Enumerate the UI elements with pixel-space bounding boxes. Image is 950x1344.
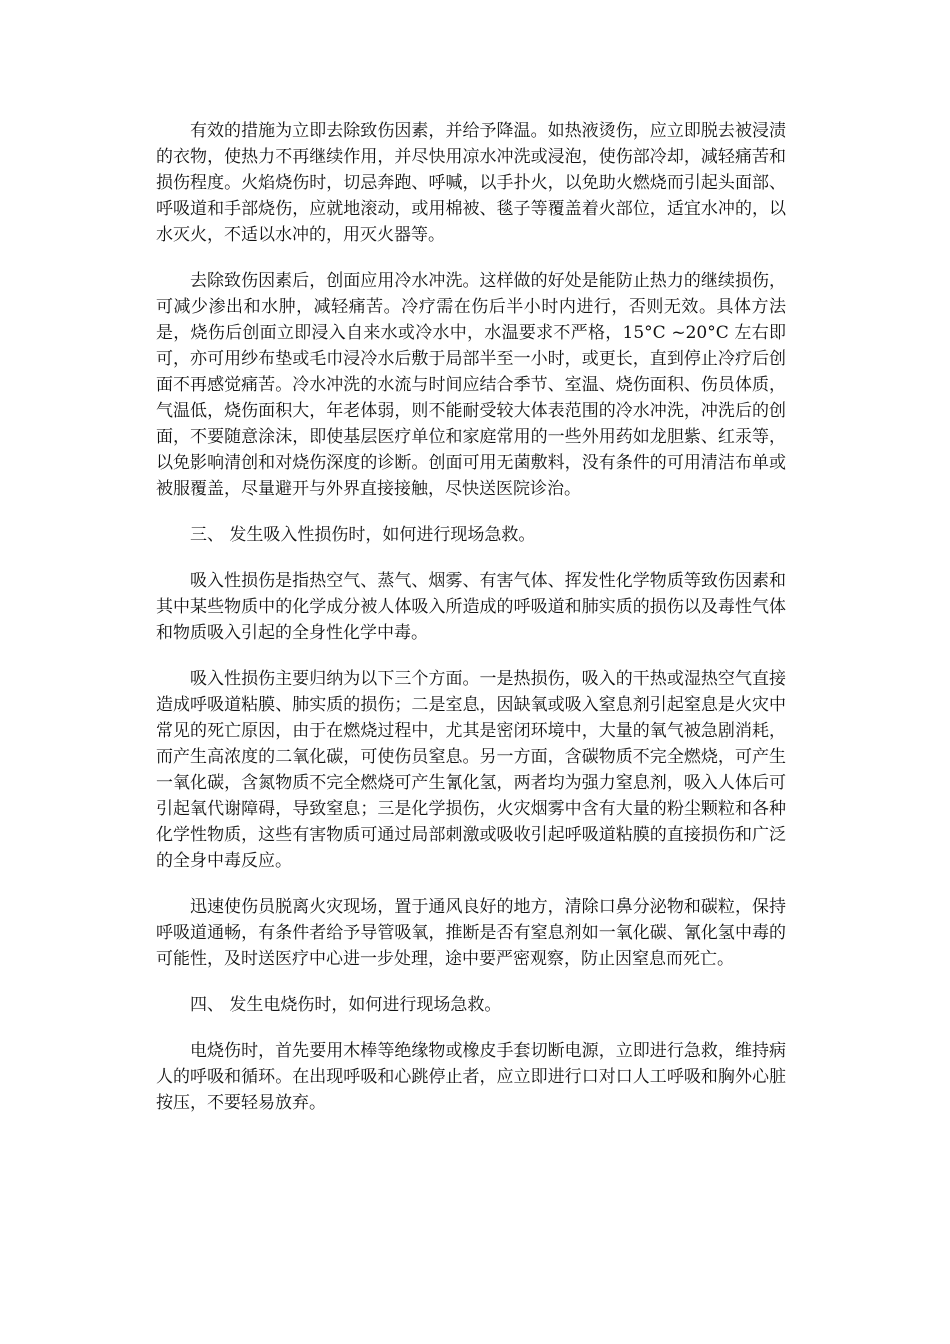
paragraph-inhalation-definition: 吸入性损伤是指热空气、蒸气、烟雾、有害气体、挥发性化学物质等致伤因素和其中某些物质中的化学成分被人体吸入所造成的呼吸道和肺实质的损伤以及毒性气体和物质吸入引起的全身性化学中毒。	[156, 571, 786, 643]
paragraph-inhalation-first-aid: 迅速使伤员脱离火灾现场，置于通风良好的地方，清除口鼻分泌物和碳粒，保持呼吸道通畅，有条件者给予导管吸氧，推断是否有窒息剂如一氧化碳、氰化氢中毒的可能性，及时送医疗中心进一步处理，途中要严密观察，防止因窒息而死亡。	[156, 897, 786, 969]
paragraph-electrical-burn-first-aid: 电烧伤时，首先要用木棒等绝缘物或橡皮手套切断电源，立即进行急救，维持病人的呼吸和循环。在出现呼吸和心跳停止者，应立即进行口对口人工呼吸和胸外心脏按压，不要轻易放弃。	[156, 1041, 786, 1113]
paragraph-cold-water-rinse: 去除致伤因素后，创面应用冷水冲洗。这样做的好处是能防止热力的继续损伤，可减少渗出和水肿，减轻痛苦。冷疗需在伤后半小时内进行，否则无效。具体方法是，烧伤后创面立即浸入自来水或冷水中，水温要求不严格，15°C ~20°C 左右即可，亦可用纱布垫或毛巾浸冷水后敷于局部半至一小时，或更长，直到停止冷疗后创面不再感觉痛苦。冷水冲洗的水流与时间应结合季节、室温、烧伤面积、伤员体质，气温低，烧伤面积大，年老体弱，则不能耐受较大体表范围的冷水冲洗，冲洗后的创面，不要随意涂沫，即使基层医疗单位和家庭常用的一些外用药如龙胆紫、红汞等，以免影响清创和对烧伤深度的诊断。创面可用无菌敷料，没有条件的可用清洁布单或被服覆盖，尽量避开与外界直接接触，尽快送医院诊治。	[156, 271, 786, 499]
document-body	[156, 118, 786, 1136]
section-heading-inhalation-injury: 三、 发生吸入性损伤时，如何进行现场急救。	[190, 525, 536, 545]
paragraph-cooling-measures: 有效的措施为立即去除致伤因素，并给予降温。如热液烫伤，应立即脱去被浸渍的衣物，使热力不再继续作用，并尽快用凉水冲洗或浸泡，使伤部冷却，减轻痛苦和损伤程度。火焰烧伤时，切忌奔跑、呼喊，以手扑火，以免助火燃烧而引起头面部、呼吸道和手部烧伤，应就地滚动，或用棉被、毯子等覆盖着火部位，适宜水冲的，以水灭火，不适以水冲的，用灭火器等。	[156, 121, 786, 245]
paragraph-inhalation-types: 吸入性损伤主要归纳为以下三个方面。一是热损伤，吸入的干热或湿热空气直接造成呼吸道粘膜、肺实质的损伤；二是室息，因缺氧或吸入窒息剂引起窒息是火灾中常见的死亡原因，由于在燃烧过程中，尤其是密闭环境中，大量的氧气被急剧消耗，而产生高浓度的二氧化碳，可使伤员窒息。另一方面，含碳物质不完全燃烧，可产生一氧化碳，含氮物质不完全燃烧可产生氰化氢，两者均为强力窒息剂，吸入人体后可引起氧代谢障碍，导致窒息；三是化学损伤，火灾烟雾中含有大量的粉尘颗粒和各种化学性物质，这些有害物质可通过局部刺激或吸收引起呼吸道粘膜的直接损伤和广泛的全身中毒反应。	[156, 669, 786, 871]
section-heading-electrical-burn: 四、 发生电烧伤时，如何进行现场急救。	[190, 995, 502, 1015]
